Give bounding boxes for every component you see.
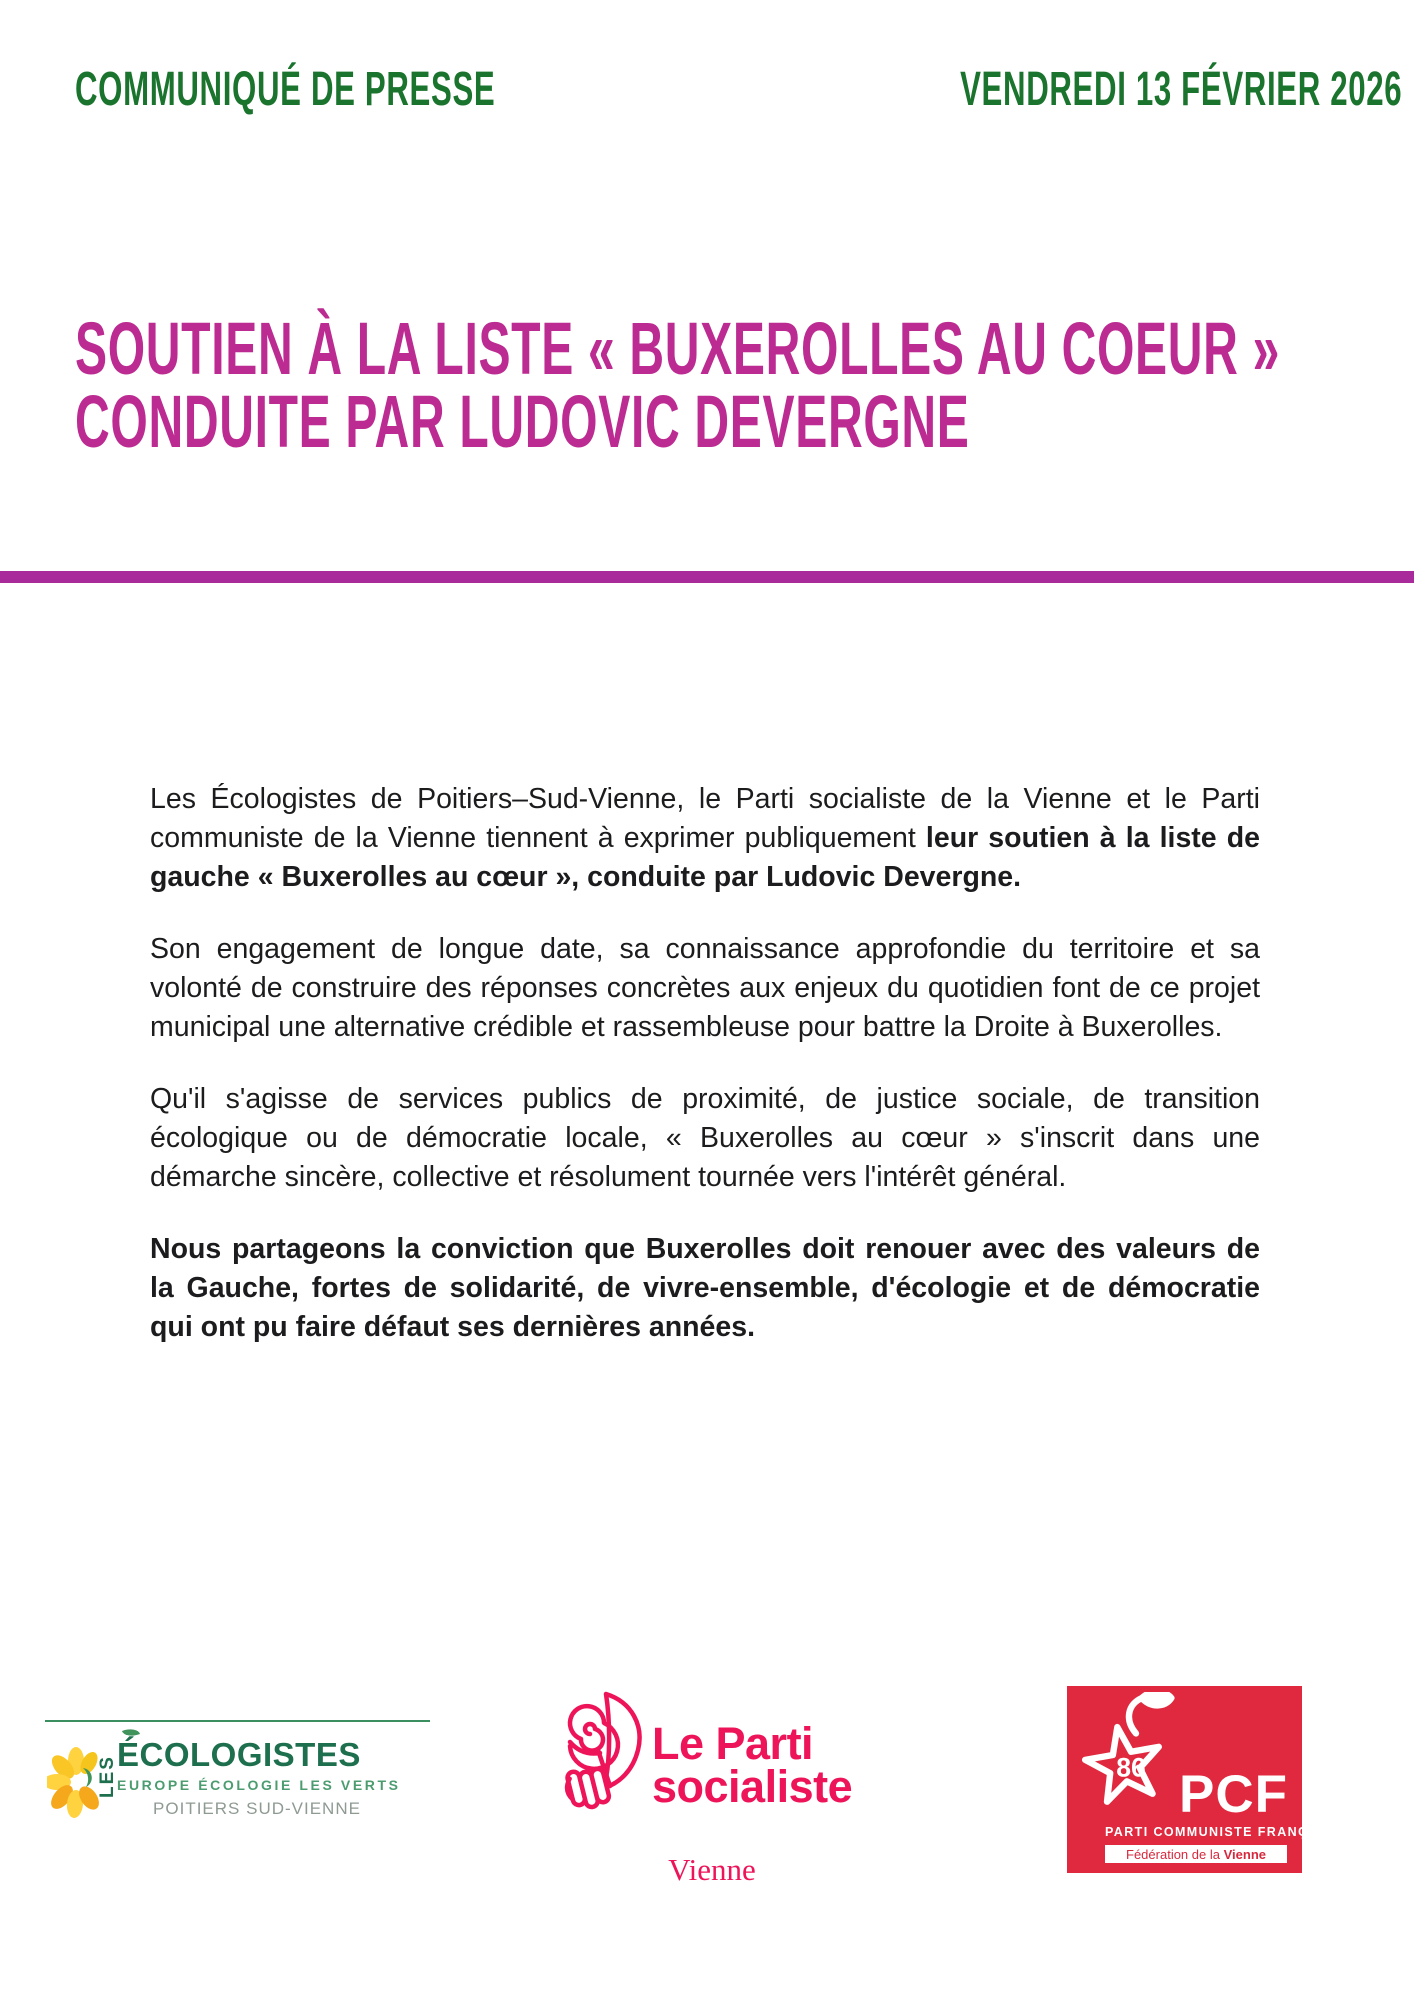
parti-socialiste-name: Le Parti socialiste [652, 1718, 853, 1812]
pcf-logo [1067, 1686, 1334, 1873]
magenta-divider-bar [0, 571, 1414, 583]
ecologistes-les-label: LES [97, 1755, 118, 1798]
ecologistes-text-block [117, 1738, 433, 1819]
pcf-federation-band [1105, 1845, 1287, 1863]
ecologistes-subtitle: EUROPE ÉCOLOGIE LES VERTS [117, 1777, 401, 1793]
pcf-acronym: PCF [1179, 1765, 1288, 1824]
press-release-label-text: COMMUNIQUÉ DE PRESSE [75, 63, 496, 116]
ecologistes-logo [45, 1720, 430, 1832]
ecologistes-name: ÉCOLOGISTES [117, 1736, 361, 1773]
press-release-label [75, 63, 722, 116]
paragraph-4: Nous partageons la conviction que Buxerolles doit renouer avec des valeurs de la Gauche, fortes de solidarité, de vivre-ensemble, d'écologie et de démocratie qui ont pu faire défaut ses dernières années. [150, 1233, 1260, 1343]
parti-socialiste-logo [556, 1688, 868, 1898]
parti-socialiste-region: Vienne [668, 1852, 756, 1887]
rose-fist-icon [556, 1690, 646, 1822]
footer-logos [0, 1660, 1414, 1920]
pcf-star-icon [1075, 1692, 1193, 1824]
paragraph-3: Qu'il s'agisse de services publics de proximité, de justice sociale, de transition écologique ou de démocratie locale, « Buxerolles au cœur » s'inscrit dans une démarche sincère, collective et résolument tournée vers l'intérêt général. [150, 1083, 1260, 1193]
date-label [722, 63, 1402, 116]
pcf-federation-text: Fédération de la Vienne [1126, 1846, 1266, 1862]
title-line-2: CONDUITE PAR LUDOVIC DEVERGNE [75, 380, 970, 463]
body-text [150, 780, 1260, 1380]
pcf-full-name: PARTI COMMUNISTE FRANÇAIS [1105, 1825, 1334, 1839]
page-title [75, 307, 1414, 463]
paragraph-2: Son engagement de longue date, sa connaissance approfondie du territoire et sa volonté de construire des réponses concrètes aux enjeux du quotidien font de ce projet municipal une alternative crédible et rassembleuse pour battre la Droite à Buxerolles. [150, 933, 1260, 1043]
title-line-1: SOUTIEN À LA LISTE « BUXEROLLES AU COEUR » [75, 307, 1280, 390]
paragraph-1-bold: leur soutien à la liste de gauche « Buxerolles au cœur », conduite par Ludovic Devergne. [150, 822, 1261, 893]
header-bar [75, 63, 1402, 116]
date-text: VENDREDI 13 FÉVRIER 2026 [959, 63, 1402, 116]
ecologistes-location: POITIERS SUD-VIENNE [153, 1799, 361, 1818]
pcf-department: 86 [1116, 1752, 1146, 1783]
paragraph-1: Les Écologistes de Poitiers–Sud-Vienne, le Parti socialiste de la Vienne et le Parti communiste de la Vienne tiennent à exprimer publiquement leur soutien à la liste de gauche « Buxerolles au cœur », conduite par Ludovic Devergne. [150, 783, 1261, 893]
